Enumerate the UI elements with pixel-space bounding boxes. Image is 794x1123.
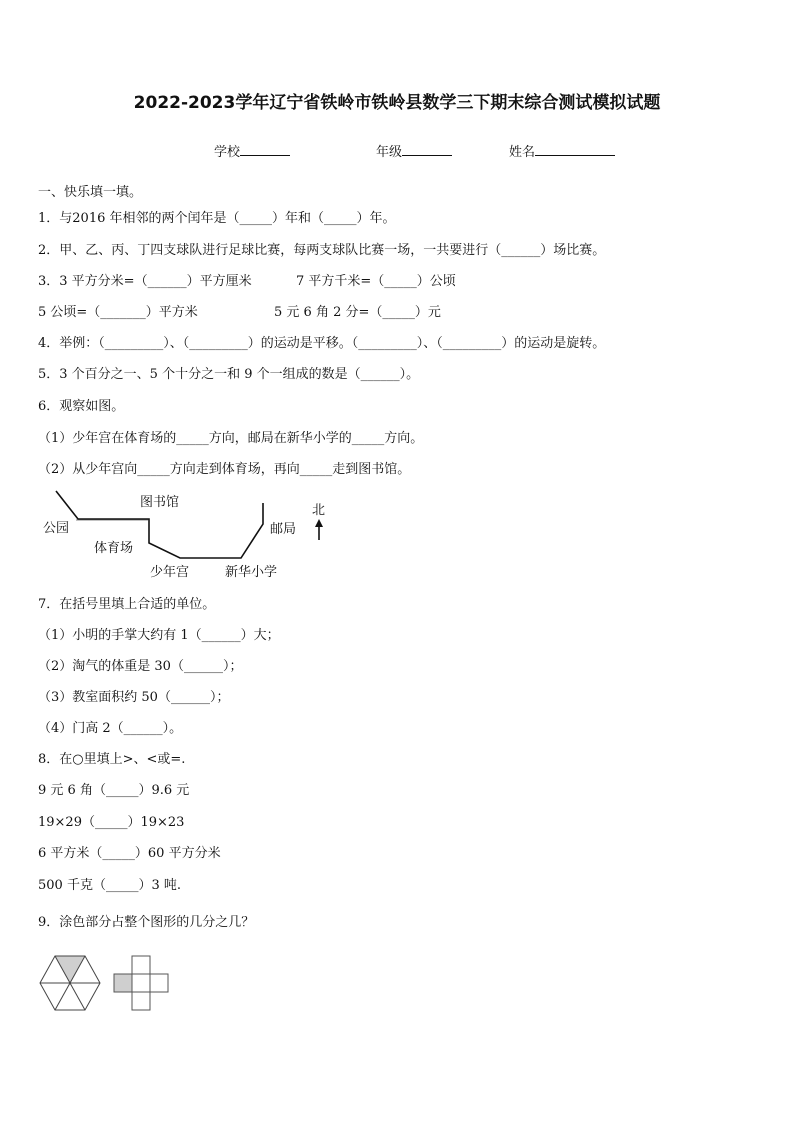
- question-6: 6．观察如图。: [38, 399, 125, 414]
- section-heading: 一、快乐填一填。: [38, 185, 143, 200]
- shaded-triangle: [55, 956, 85, 983]
- direction-map: [38, 488, 326, 584]
- question-7: 7．在括号里填上合适的单位。: [38, 597, 216, 612]
- youth-palace-label: 少年宫: [150, 565, 190, 580]
- school-label: 学校: [214, 145, 241, 160]
- name-field: [509, 141, 615, 160]
- shaded-square: [114, 974, 132, 992]
- grade-label: 年级: [376, 145, 403, 160]
- grade-blank[interactable]: [402, 142, 452, 156]
- question-8-2: 19×29（_____）19×23: [38, 815, 185, 830]
- post-office-label: 邮局: [270, 522, 297, 537]
- question-7-1: （1）小明的手掌大约有 1（______）大；: [38, 628, 280, 643]
- question-3a: 3．3 平方分米=（______）平方厘米: [38, 274, 252, 289]
- question-8-1: 9 元 6 角（_____）9.6 元: [38, 783, 190, 798]
- question-8: 8．在○里填上>、<或=.: [38, 752, 186, 767]
- question-4: 4．举例：（_________）、（_________）的运动是平移。（_________）、（_________）的运动是旋转。: [38, 336, 606, 351]
- question-6-2: （2）从少年宫向_____方向走到体育场，再向_____走到图书馆。: [38, 462, 411, 477]
- question-8-4: 500 千克（_____）3 吨.: [38, 878, 181, 893]
- question-7-3: （3）教室面积约 50（______）；: [38, 690, 230, 705]
- page-title: 2022-2023学年辽宁省铁岭市铁岭县数学三下期末综合测试模拟试题: [133, 93, 661, 113]
- question-7-4: （4）门高 2（______）。: [38, 721, 183, 736]
- library-label: 图书馆: [140, 495, 180, 510]
- stadium-label: 体育场: [94, 541, 134, 556]
- name-blank[interactable]: [535, 142, 615, 156]
- park-label: 公园: [43, 521, 70, 536]
- question-3d: 5 元 6 角 2 分=（_____）元: [274, 305, 441, 320]
- north-arrow-icon: [315, 519, 323, 540]
- question-3c: 5 公顷=（_______）平方米: [38, 305, 198, 320]
- question-1: 1．与2016 年相邻的两个闰年是（_____）年和（_____）年。: [38, 211, 396, 226]
- name-label: 姓名: [509, 145, 536, 160]
- grade-field: [376, 141, 452, 160]
- question-2: 2．甲、乙、丙、丁四支球队进行足球比赛，每两支球队比赛一场，一共要进行（______）场比赛。: [38, 243, 606, 258]
- question-6-1: （1）少年宫在体育场的_____方向，邮局在新华小学的_____方向。: [38, 431, 424, 446]
- north-label: 北: [312, 503, 326, 518]
- school-blank[interactable]: [240, 142, 290, 156]
- school-field: [214, 141, 290, 160]
- question-3b: 7 平方千米=（_____）公顷: [296, 274, 456, 289]
- question-7-2: （2）淘气的体重是 30（______）；: [38, 659, 243, 674]
- school-label-map: 新华小学: [225, 565, 278, 580]
- hexagon-figure: [38, 953, 102, 1013]
- question-8-3: 6 平方米（_____）60 平方分米: [38, 846, 221, 861]
- cube-net-figure: [112, 953, 174, 1013]
- question-5: 5．3 个百分之一、5 个十分之一和 9 个一组成的数是（______）。: [38, 367, 420, 382]
- question-9: 9．涂色部分占整个图形的几分之几？: [38, 915, 255, 930]
